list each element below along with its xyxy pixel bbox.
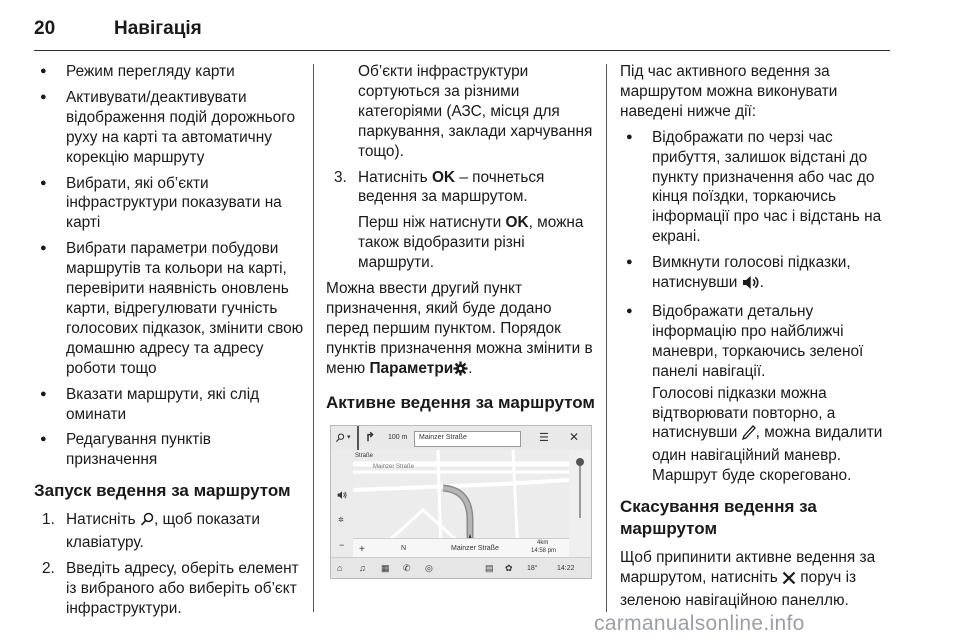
speaker-icon — [337, 490, 347, 502]
list-item — [620, 253, 892, 296]
zoom-bar — [569, 450, 591, 557]
navigation-screenshot — [330, 425, 592, 579]
close-icon — [782, 571, 796, 591]
step-number: 3. — [334, 168, 347, 186]
arrival-time: 14:58 pm — [531, 548, 557, 554]
note-text: Голосові підказки можна відтворювати повторно, а натиснувши — [652, 384, 836, 442]
compass-direction: N — [401, 545, 407, 552]
list-item: ● Вибрати, які об’єкти інфраструктури показувати на карті — [34, 174, 304, 234]
watermark: carmanualsonline.info — [594, 612, 805, 635]
page-title: Навігація — [114, 18, 202, 39]
step-text: Натисніть — [358, 168, 428, 186]
temperature-label: 18° — [527, 565, 538, 572]
step-number: 1. — [42, 511, 55, 529]
fan-icon: ✿ — [505, 563, 513, 573]
zoom-in-icon: + — [359, 544, 365, 555]
nav-bottom-bar — [331, 557, 591, 579]
apps-icon: ◎ — [425, 563, 433, 573]
climate-icon: ▤ — [485, 563, 494, 573]
street-name: Mainzer Straße — [419, 434, 467, 441]
section-heading-cancel-guidance: Скасування ведення за маршрутом — [620, 497, 817, 539]
list-item-text: Вимкнути голосові підказки, натиснувши — [652, 254, 851, 292]
paragraph-text: Щоб припинити активне ведення за маршрутом, натисніть — [620, 549, 876, 587]
settings-menu-label: Параметри — [369, 359, 454, 377]
map-street-label: Straße — [355, 453, 374, 459]
home-icon: ⌂ — [337, 563, 343, 573]
turn-right-icon: ↱ — [365, 430, 376, 444]
ok-label: OK — [505, 214, 529, 232]
note-text: , можна видалити один навігаційний маневр. Маршрут буде скореговано. — [652, 424, 883, 485]
step-3-note — [326, 213, 598, 273]
list-item: ● Активувати/деактивувати відображення подій дорожнього руху на карті та автоматичну корекцію маршруту — [34, 88, 304, 168]
list-item: ● Редагування пунктів призначення — [34, 430, 304, 470]
map-street-label: Mainzer Straße — [373, 464, 415, 470]
map-icon: ▦ — [381, 563, 390, 573]
gear-icon — [453, 361, 468, 382]
zoom-out-icon: − — [339, 540, 345, 550]
nav-top-bar — [331, 426, 591, 450]
paragraph-text: . — [468, 359, 473, 377]
close-icon: ✕ — [569, 430, 580, 444]
step-1 — [34, 510, 304, 553]
column-3 — [620, 62, 892, 617]
step-2 — [34, 559, 304, 619]
paragraph-text: Можна ввести другий пункт призначення, який буде додано перед першим пунктом. Порядок пунктів призначення можна змінити в меню — [326, 280, 593, 377]
list-item-text: . — [759, 274, 764, 292]
section-heading-active-guidance: Активне ведення за маршрутом — [326, 392, 595, 412]
distance-label: 100 m — [388, 434, 408, 441]
phone-icon: ✆ — [403, 563, 411, 573]
list-item: ● Відображати по черзі час прибуття, залишок відстані до пункту призначення або час до кінця поїздки, торкаючись інформації про час і відстань на екрані. — [620, 128, 892, 247]
pencil-icon — [742, 425, 756, 446]
nav-status-strip — [353, 538, 569, 558]
clock-label: 14:22 — [557, 565, 575, 572]
search-icon — [335, 433, 345, 445]
column-1 — [34, 62, 304, 625]
second-destination-paragraph — [326, 279, 598, 382]
step-text: Натисніть — [66, 511, 136, 529]
music-icon: ♫ — [359, 563, 366, 573]
speaker-icon — [742, 275, 760, 296]
zoom-handle — [576, 458, 584, 466]
list-item: ● Вказати маршрути, які слід оминати — [34, 385, 304, 425]
column-divider — [313, 64, 314, 612]
note-text: , можна також відобразити різні маршрути. — [358, 214, 584, 272]
remaining-distance: 4km — [537, 540, 549, 546]
chevron-down-icon: ▾ — [347, 434, 351, 441]
page-header — [34, 14, 890, 51]
step-2-continuation: Об’єкти інфраструктури сортуються за різними категоріями (АЗС, місця для паркування, заклади харчування тощо). — [358, 63, 593, 160]
column-2 — [326, 62, 598, 422]
section-heading-start-guidance: Запуск ведення за маршрутом — [34, 481, 291, 501]
step-text: – почнеться ведення за маршрутом. — [358, 168, 545, 206]
step-3 — [326, 168, 598, 208]
search-icon — [140, 512, 154, 533]
step-text: Введіть адресу, оберіть елемент із вибраного або виберіть об’єкт інфраструктури. — [66, 560, 299, 617]
note-text: Перш ніж натиснути — [358, 214, 502, 232]
paragraph-text: поруч із зеленою навігаційною панеллю. — [620, 569, 857, 609]
step-text: , щоб показати клавіатуру. — [66, 511, 260, 552]
menu-icon: ☰ — [539, 432, 549, 444]
zoom-track — [579, 458, 581, 518]
list-item: ● Відображати детальну інформацію про найближчі маневри, торкаючись зеленої панелі навігації. — [620, 302, 892, 382]
ok-label: OK — [431, 168, 456, 186]
gear-icon: ✲ — [338, 517, 344, 524]
cancel-paragraph — [620, 548, 892, 611]
bullet-3-note — [620, 384, 892, 487]
divider — [357, 426, 359, 450]
column-divider — [606, 64, 607, 612]
list-item: ● Вибрати параметри побудови маршрутів та кольори на карті, перевірити наявність оновлень карти, відрегулювати гучність голосових підказок, змінити свою домашню адресу та адресу роботи тощо — [34, 239, 304, 378]
intro-paragraph: Під час активного ведення за маршрутом можна виконувати наведені нижче дії: — [620, 63, 838, 120]
nav-sidebar — [331, 450, 353, 557]
page-number: 20 — [34, 18, 56, 39]
step-number: 2. — [42, 560, 55, 578]
list-item: ● Режим перегляду карти — [34, 62, 304, 82]
current-street: Mainzer Straße — [451, 545, 499, 552]
